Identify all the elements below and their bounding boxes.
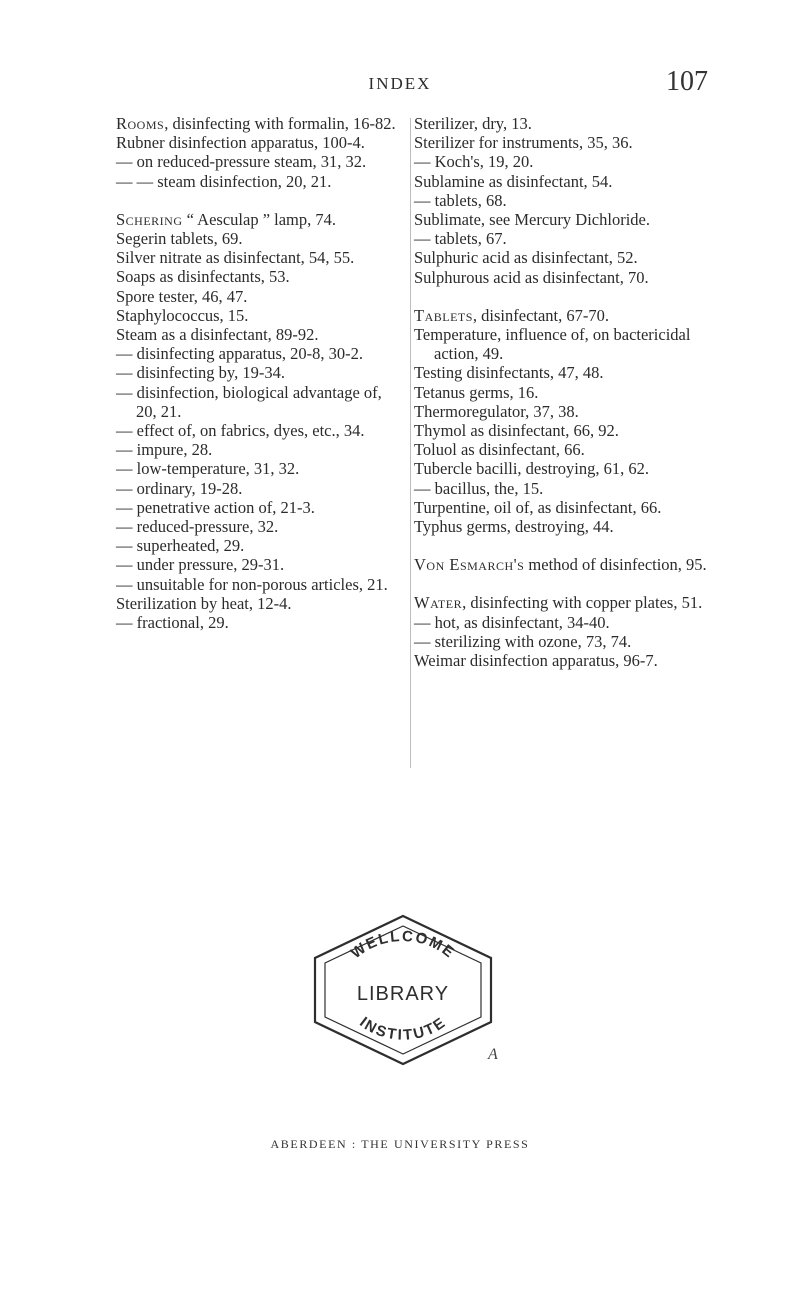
index-entry-text: Staphylococcus, 15.: [116, 305, 249, 325]
index-entry: [116, 229, 404, 248]
index-entry: [116, 383, 404, 421]
index-entry-text: method of disinfection, 95.: [524, 555, 707, 575]
index-entry-text: , disinfecting with copper plates, 51.: [462, 593, 703, 613]
index-entry: [414, 498, 714, 517]
index-entry: [116, 172, 404, 191]
index-entry: [414, 306, 714, 325]
index-entry-text: — tablets, 68.: [414, 190, 507, 210]
section-gap: [414, 574, 714, 593]
index-entry: [414, 133, 714, 152]
index-entry-text: — penetrative action of, 21-3.: [116, 497, 315, 517]
index-entry-text: Sublamine as disinfectant, 54.: [414, 171, 613, 191]
index-entry-text: — impure, 28.: [116, 440, 213, 460]
svg-text:INSTITUTE: [356, 1014, 449, 1044]
index-entry-text: — Koch's, 19, 20.: [414, 152, 534, 172]
index-entry: [116, 555, 404, 574]
index-entry-text: — sterilizing with ozone, 73, 74.: [414, 631, 632, 651]
index-entry-lead: Rooms: [116, 114, 165, 133]
index-entry-text: Sublimate, see Mercury Dichloride.: [414, 210, 650, 230]
printer-imprint: ABERDEEN : THE UNIVERSITY PRESS: [270, 1137, 530, 1151]
index-entry: [116, 440, 404, 459]
stamp-center-text: LIBRARY: [356, 983, 450, 1005]
index-entry-text: Steam as a disinfectant, 89-92.: [116, 325, 319, 345]
index-entry: [414, 152, 714, 171]
index-entry: [116, 613, 404, 632]
index-entry-text: Temperature, influence of, on bactericidal action, 49.: [414, 325, 691, 364]
index-entry-text: — reduced-pressure, 32.: [116, 517, 279, 537]
index-entry-text: — unsuitable for non-porous articles, 21.: [116, 574, 388, 594]
index-entry-text: — — steam disinfection, 20, 21.: [116, 171, 332, 191]
section-gap: [116, 191, 404, 210]
index-entry: [414, 172, 714, 191]
index-entry: [414, 421, 714, 440]
stamp-top-text: WELLCOME: [347, 927, 459, 963]
index-entry-text: — effect of, on fabrics, dyes, etc., 34.: [116, 421, 365, 441]
index-entry-text: , disinfecting with formalin, 16-82.: [164, 114, 396, 133]
index-column-left: [116, 114, 404, 632]
index-entry-text: Typhus germs, destroying, 44.: [414, 517, 614, 537]
index-entry-text: Sterilizer for instruments, 35, 36.: [414, 133, 633, 153]
index-entry-text: — bacillus, the, 15.: [414, 478, 544, 498]
index-entry-text: — hot, as disinfectant, 34-40.: [414, 612, 610, 632]
index-entry: [414, 593, 714, 612]
index-entry-text: Sterilization by heat, 12-4.: [116, 593, 292, 613]
stamp-bottom-text: INSTITUTE: [356, 1013, 450, 1044]
index-entry-text: Turpentine, oil of, as disinfectant, 66.: [414, 497, 662, 517]
index-entry: [116, 114, 404, 133]
index-entry-text: — on reduced-pressure steam, 31, 32.: [116, 152, 367, 172]
index-entry-text: Sulphuric acid as disinfectant, 52.: [414, 248, 638, 268]
index-entry: [414, 459, 714, 478]
index-entry: [414, 363, 714, 382]
index-entry-lead: Von Esmarch's: [414, 555, 525, 575]
index-entry: [116, 594, 404, 613]
index-entry-text: Tubercle bacilli, destroying, 61, 62.: [414, 459, 649, 479]
index-entry: [414, 248, 714, 267]
index-entry-text: Testing disinfectants, 47, 48.: [414, 363, 604, 383]
index-entry: [414, 268, 714, 287]
index-entry-text: Soaps as disinfectants, 53.: [116, 267, 290, 287]
index-entry-lead: Tablets: [414, 305, 473, 325]
index-entry-lead: Water: [414, 593, 463, 613]
index-entry-text: — disinfection, biological advantage of, 20, 21.: [116, 382, 382, 421]
library-stamp-icon: [303, 910, 503, 1070]
index-entry-text: — low-temperature, 31, 32.: [116, 459, 300, 479]
svg-text:WELLCOME: [348, 928, 459, 962]
index-entry-text: — tablets, 67.: [414, 229, 507, 249]
index-entry-text: Segerin tablets, 69.: [116, 229, 243, 249]
index-entry: [116, 536, 404, 555]
index-entry-text: — ordinary, 19-28.: [116, 478, 243, 498]
index-entry: [116, 517, 404, 536]
index-entry-text: “ Aesculap ” lamp, 74.: [182, 209, 337, 229]
index-entry: [414, 440, 714, 459]
index-entry-text: Thymol as disinfectant, 66, 92.: [414, 421, 619, 441]
index-entry: [116, 498, 404, 517]
index-entry: [414, 383, 714, 402]
index-entry: [116, 363, 404, 382]
index-entry: [414, 210, 714, 229]
index-entry: [116, 210, 404, 229]
index-entry: [116, 459, 404, 478]
index-column-right: [414, 114, 714, 670]
index-entry-text: Weimar disinfection apparatus, 96-7.: [414, 651, 658, 671]
index-entry-text: — superheated, 29.: [116, 536, 245, 556]
index-entry: [414, 632, 714, 651]
index-entry: [116, 479, 404, 498]
index-entry: [414, 325, 714, 363]
index-entry: [116, 152, 404, 171]
index-entry-text: , disinfectant, 67-70.: [472, 305, 610, 325]
index-entry: [414, 517, 714, 536]
index-entry: [116, 344, 404, 363]
index-entry: [116, 306, 404, 325]
index-entry: [414, 479, 714, 498]
index-entry: [414, 651, 714, 670]
index-entry-text: Silver nitrate as disinfectant, 54, 55.: [116, 248, 355, 268]
index-entry: [414, 613, 714, 632]
index-entry-lead: Schering: [116, 209, 183, 229]
index-entry-text: Rubner disinfection apparatus, 100-4.: [116, 133, 365, 153]
index-entry: [414, 114, 714, 133]
section-gap: [414, 287, 714, 306]
index-entry-text: Sulphurous acid as disinfectant, 70.: [414, 267, 649, 287]
index-entry: [116, 133, 404, 152]
index-entry: [116, 267, 404, 286]
stamp-mark: A: [488, 1046, 498, 1063]
index-entry: [116, 287, 404, 306]
page-number: 107: [666, 66, 708, 97]
index-entry-text: — disinfecting by, 19-34.: [116, 363, 285, 383]
index-entry: [414, 402, 714, 421]
running-head: INDEX: [368, 74, 432, 93]
index-entry-text: Tetanus germs, 16.: [414, 382, 539, 402]
index-entry-text: Spore tester, 46, 47.: [116, 286, 248, 306]
index-entry-text: Sterilizer, dry, 13.: [414, 114, 532, 133]
index-entry-text: — fractional, 29.: [116, 613, 229, 633]
index-entry: [414, 555, 714, 574]
index-entry-text: — under pressure, 29-31.: [116, 555, 285, 575]
index-entry: [414, 191, 714, 210]
section-gap: [414, 536, 714, 555]
index-entry: [116, 421, 404, 440]
index-entry-text: Thermoregulator, 37, 38.: [414, 401, 579, 421]
index-entry-text: — disinfecting apparatus, 20-8, 30-2.: [116, 344, 363, 364]
index-entry: [116, 248, 404, 267]
index-entry: [116, 575, 404, 594]
index-entry: [414, 229, 714, 248]
index-entry: [116, 325, 404, 344]
column-rule: [410, 118, 411, 768]
index-entry-text: Toluol as disinfectant, 66.: [414, 440, 585, 460]
